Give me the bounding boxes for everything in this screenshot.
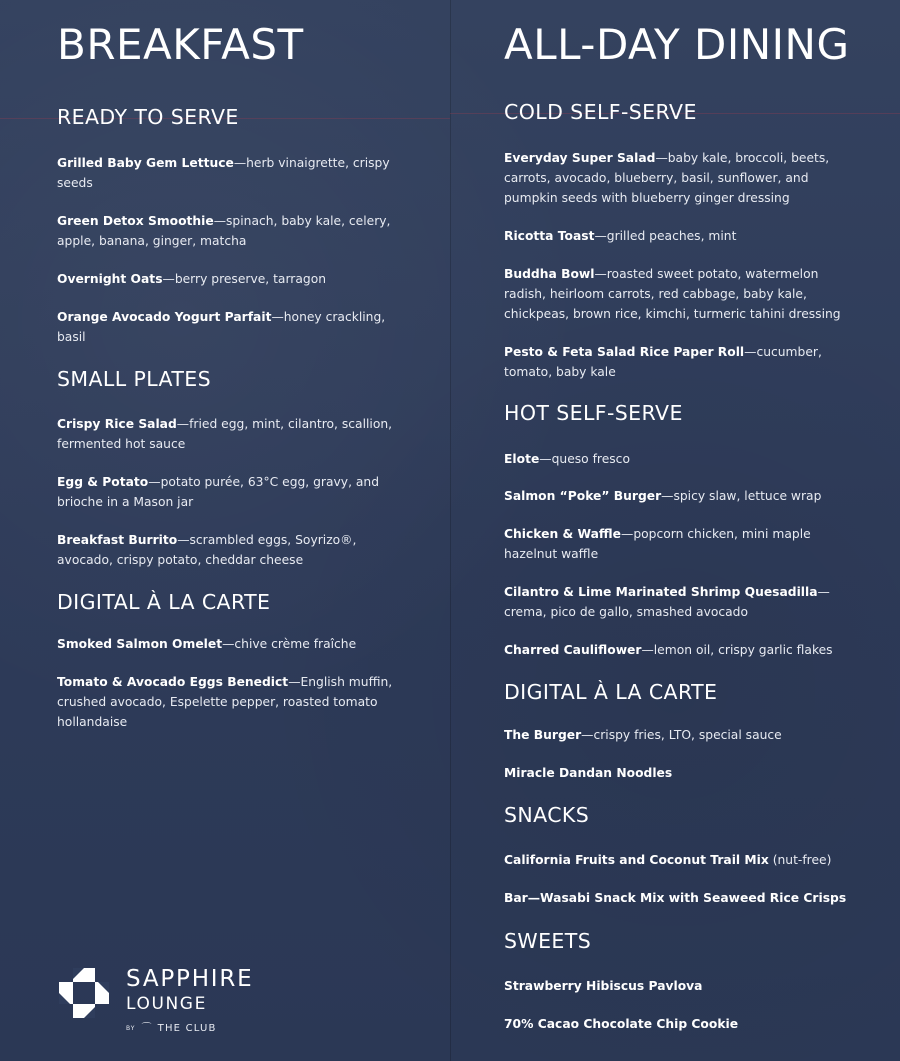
menu-item [57, 634, 356, 654]
section-digital-a-la-carte-title: DIGITAL À LA CARTE [57, 590, 271, 614]
item-name: Chicken & Waffle [504, 527, 622, 541]
item-description: —crema, pico de gallo, smashed avocado [504, 585, 830, 619]
item-name: Breakfast Burrito [57, 533, 178, 547]
item-name: Egg & Potato [57, 475, 149, 489]
menu-item [57, 414, 397, 454]
item-description: —fried egg, mint, cilantro, scallion, fermented hot sauce [57, 417, 393, 451]
club-swoosh-icon: ⌒ [141, 1023, 153, 1034]
item-name: Salmon “Poke” Burger [504, 489, 662, 503]
menu-item [504, 763, 672, 783]
item-description: —spicy slaw, lettuce wrap [661, 489, 822, 503]
menu-item [57, 472, 397, 512]
menu-item [504, 1014, 738, 1034]
item-description: —baby kale, broccoli, beets, carrots, avocado, blueberry, basil, sunflower, and pumpkin seeds with blueberry ginger dressing [504, 151, 830, 205]
menu-item [57, 672, 397, 732]
section-small-plates-title: SMALL PLATES [57, 367, 212, 391]
section-snacks-title: SNACKS [504, 803, 590, 827]
brand-by-label: BY [126, 1024, 136, 1032]
item-name: Crispy Rice Salad [57, 417, 177, 431]
item-name: 70% Cacao Chocolate Chip Cookie [504, 1017, 739, 1031]
item-description: —honey crackling, basil [57, 310, 386, 344]
all-day-dining-title: ALL-DAY DINING [504, 20, 850, 69]
item-description: —English muffin, crushed avocado, Espelette pepper, roasted tomato hollandaise [57, 675, 393, 729]
menu-item [504, 640, 833, 660]
menu-item [504, 888, 846, 908]
section-ready-to-serve-title: READY TO SERVE [57, 105, 239, 129]
menu-item [57, 307, 397, 347]
section-digital-a-la-carte-title: DIGITAL À LA CARTE [504, 680, 718, 704]
item-description: —scrambled eggs, Soyrizo®, avocado, crispy potato, cheddar cheese [57, 533, 357, 567]
item-description: —lemon oil, crispy garlic flakes [641, 643, 833, 657]
menu-item [504, 226, 736, 246]
menu-item [504, 725, 782, 745]
brand-name-lounge: LOUNGE [126, 994, 207, 1014]
item-name: Overnight Oats [57, 272, 163, 286]
item-name: Cilantro & Lime Marinated Shrimp Quesadilla [504, 585, 818, 599]
menu-item [504, 449, 630, 469]
item-name: Ricotta Toast [504, 229, 595, 243]
menu-item [504, 342, 864, 382]
item-description: —potato purée, 63°C egg, gravy, and brioche in a Mason jar [57, 475, 380, 509]
item-name: Elote [504, 452, 540, 466]
menu-item [57, 530, 397, 570]
item-name: Bar—Wasabi Snack Mix with Seaweed Rice Crisps [504, 891, 847, 905]
item-description: —cucumber, tomato, baby kale [504, 345, 822, 379]
item-name: Buddha Bowl [504, 267, 595, 281]
brand-the-club: THE CLUB [157, 1023, 217, 1034]
item-description: (nut-free) [768, 853, 832, 867]
item-name: Miracle Dandan Noodles [504, 766, 673, 780]
item-description: —chive crème fraîche [222, 637, 357, 651]
item-name: Orange Avocado Yogurt Parfait [57, 310, 272, 324]
item-description: —spinach, baby kale, celery, apple, banana, ginger, matcha [57, 214, 391, 248]
item-description: —roasted sweet potato, watermelon radish, heirloom carrots, red cabbage, baby kale, chickpeas, brown rice, kimchi, turmeric tahini dressing [504, 267, 841, 321]
item-description: —herb vinaigrette, crispy seeds [57, 156, 390, 190]
item-description: —queso fresco [539, 452, 630, 466]
item-name: The Burger [504, 728, 582, 742]
item-name: Smoked Salmon Omelet [57, 637, 223, 651]
menu-item [57, 269, 326, 289]
menu-item [57, 153, 397, 193]
section-sweets-title: SWEETS [504, 929, 592, 953]
menu-item [57, 211, 397, 251]
menu-item [504, 486, 821, 506]
menu-item [504, 524, 864, 564]
item-name: Pesto & Feta Salad Rice Paper Roll [504, 345, 745, 359]
item-description: —crispy fries, LTO, special sauce [581, 728, 782, 742]
brand-by-the-club [126, 1019, 217, 1034]
item-name: Tomato & Avocado Eggs Benedict [57, 675, 289, 689]
item-name: California Fruits and Coconut Trail Mix [504, 853, 769, 867]
item-name: Strawberry Hibiscus Pavlova [504, 979, 703, 993]
chase-octagon-logo-icon [57, 966, 111, 1020]
page-fold [450, 0, 451, 1061]
item-name: Grilled Baby Gem Lettuce [57, 156, 234, 170]
menu-item [504, 264, 864, 324]
breakfast-title: BREAKFAST [57, 20, 304, 69]
item-description: —berry preserve, tarragon [162, 272, 327, 286]
item-name: Charred Cauliflower [504, 643, 642, 657]
item-description: —grilled peaches, mint [594, 229, 737, 243]
menu-item [504, 582, 864, 622]
item-description: —popcorn chicken, mini maple hazelnut waffle [504, 527, 811, 561]
section-cold-self-serve-title: COLD SELF-SERVE [504, 100, 697, 124]
menu-item [504, 850, 831, 870]
item-name: Green Detox Smoothie [57, 214, 214, 228]
item-name: Everyday Super Salad [504, 151, 656, 165]
brand-name-sapphire: SAPPHIRE [126, 966, 254, 992]
section-hot-self-serve-title: HOT SELF-SERVE [504, 401, 683, 425]
menu-item [504, 148, 864, 208]
menu-item [504, 976, 703, 996]
